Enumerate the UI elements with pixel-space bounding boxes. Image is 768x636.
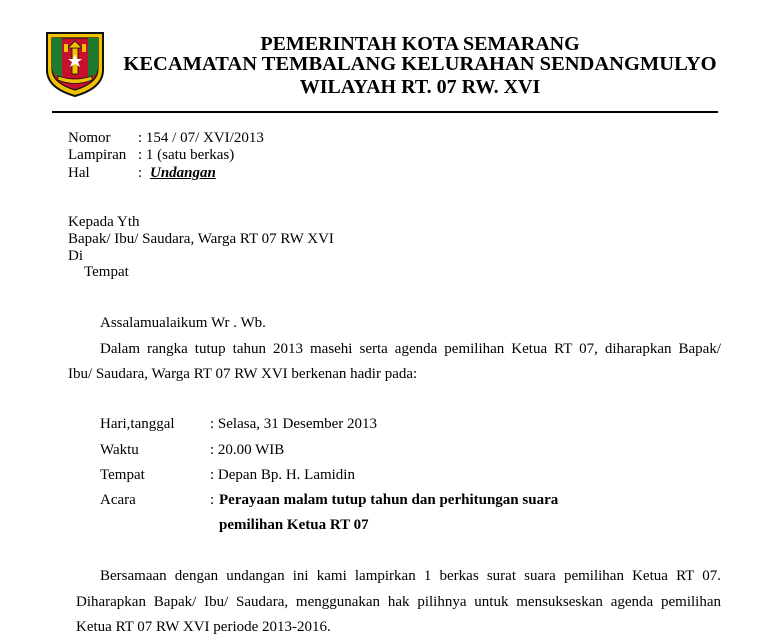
agenda-line-2: pemilihan Ketua RT 07 (219, 517, 369, 533)
agenda-colon: : (210, 492, 215, 508)
para2-line-1: Bersamaan dengan undangan ini kami lampirkan 1 berkas surat suara pemilihan Ketua RT 07. (100, 568, 721, 584)
nomor-value: : 154 / 07/ XVI/2013 (138, 130, 264, 146)
hal-value: Undangan (150, 165, 216, 181)
para2-line-3: Ketua RT 07 RW XVI periode 2013-2016. (76, 619, 331, 635)
header-government: PEMERINTAH KOTA SEMARANG (260, 33, 580, 55)
lampiran-label: Lampiran (68, 147, 127, 163)
recipient-line-4: Tempat (84, 264, 129, 280)
agenda-line-1: Perayaan malam tutup tahun dan perhitungan suara (219, 492, 559, 508)
date-value: : Selasa, 31 Desember 2013 (210, 416, 378, 432)
hal-colon: : (138, 165, 143, 181)
recipient-line-2: Bapak/ Ibu/ Saudara, Warga RT 07 RW XVI (68, 231, 334, 247)
place-value: : Depan Bp. H. Lamidin (210, 467, 355, 483)
header-district: KECAMATAN TEMBALANG KELURAHAN SENDANGMULYO (123, 53, 717, 75)
semarang-emblem-icon (44, 30, 106, 98)
header-divider (52, 111, 718, 113)
place-label: Tempat (100, 467, 145, 483)
time-value: : 20.00 WIB (210, 442, 285, 458)
agenda-label: Acara (100, 492, 136, 508)
date-label: Hari,tanggal (100, 416, 175, 432)
time-label: Waktu (100, 442, 139, 458)
recipient-line-3: Di (68, 248, 83, 264)
para1-line-1: Dalam rangka tutup tahun 2013 masehi serta agenda pemilihan Ketua RT 07, diharapkan Bapak/ (100, 341, 721, 357)
header-neighborhood: WILAYAH RT. 07 RW. XVI (299, 76, 541, 98)
greeting: Assalamualaikum Wr . Wb. (100, 315, 266, 331)
nomor-label: Nomor (68, 130, 111, 146)
para2-line-2: Diharapkan Bapak/ Ibu/ Saudara, menggunakan hak pilihnya untuk mensukseskan agenda pemilihan (76, 594, 721, 610)
recipient-line-1: Kepada Yth (68, 214, 140, 230)
lampiran-value: : 1 (satu berkas) (138, 147, 235, 163)
hal-label: Hal (68, 165, 90, 181)
para1-line-2: Ibu/ Saudara, Warga RT 07 RW XVI berkenan hadir pada: (68, 366, 418, 382)
